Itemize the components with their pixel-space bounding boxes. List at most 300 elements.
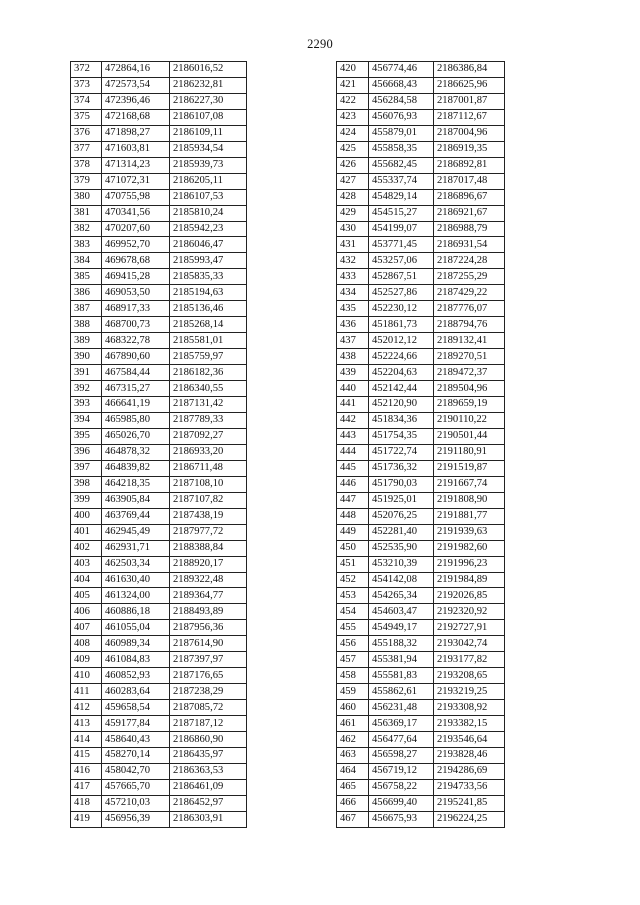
y-coordinate-cell: 2192320,92: [434, 604, 505, 620]
x-coordinate-cell: 469678,68: [102, 253, 170, 269]
y-coordinate-cell: 2191881,77: [434, 508, 505, 524]
table-row: [337, 811, 505, 827]
x-coordinate-cell: 460886,18: [102, 604, 170, 620]
point-number-cell: 373: [71, 77, 102, 93]
point-number-cell: 439: [337, 365, 369, 381]
table-row: [337, 141, 505, 157]
table-row: [337, 221, 505, 237]
point-number-cell: 400: [71, 508, 102, 524]
x-coordinate-cell: 454265,34: [369, 588, 434, 604]
y-coordinate-cell: 2187776,07: [434, 301, 505, 317]
point-number-cell: 408: [71, 636, 102, 652]
x-coordinate-cell: 456675,93: [369, 811, 434, 827]
y-coordinate-cell: 2185934,54: [170, 141, 247, 157]
y-coordinate-cell: 2186303,91: [170, 811, 247, 827]
y-coordinate-cell: 2186921,67: [434, 205, 505, 221]
point-number-cell: 402: [71, 540, 102, 556]
coordinates-table-right-body: [337, 62, 505, 828]
point-number-cell: 393: [71, 397, 102, 413]
table-row: [337, 732, 505, 748]
y-coordinate-cell: 2193042,74: [434, 636, 505, 652]
point-number-cell: 459: [337, 684, 369, 700]
point-number-cell: 423: [337, 109, 369, 125]
point-number-cell: 417: [71, 779, 102, 795]
x-coordinate-cell: 456598,27: [369, 747, 434, 763]
table-row: [71, 125, 247, 141]
point-number-cell: 461: [337, 716, 369, 732]
point-number-cell: 429: [337, 205, 369, 221]
x-coordinate-cell: 456231,48: [369, 700, 434, 716]
x-coordinate-cell: 472168,68: [102, 109, 170, 125]
table-row: [71, 428, 247, 444]
x-coordinate-cell: 457210,03: [102, 795, 170, 811]
point-number-cell: 415: [71, 747, 102, 763]
y-coordinate-cell: 2186340,55: [170, 381, 247, 397]
x-coordinate-cell: 451754,35: [369, 428, 434, 444]
y-coordinate-cell: 2187187,12: [170, 716, 247, 732]
x-coordinate-cell: 452535,90: [369, 540, 434, 556]
table-row: [337, 492, 505, 508]
x-coordinate-cell: 471314,23: [102, 157, 170, 173]
point-number-cell: 378: [71, 157, 102, 173]
point-number-cell: 385: [71, 269, 102, 285]
table-row: [337, 508, 505, 524]
x-coordinate-cell: 455381,94: [369, 652, 434, 668]
y-coordinate-cell: 2186386,84: [434, 62, 505, 78]
y-coordinate-cell: 2186107,53: [170, 189, 247, 205]
y-coordinate-cell: 2185993,47: [170, 253, 247, 269]
y-coordinate-cell: 2186227,30: [170, 93, 247, 109]
x-coordinate-cell: 455337,74: [369, 173, 434, 189]
y-coordinate-cell: 2187017,48: [434, 173, 505, 189]
y-coordinate-cell: 2191519,87: [434, 460, 505, 476]
point-number-cell: 453: [337, 588, 369, 604]
table-row: [71, 604, 247, 620]
point-number-cell: 377: [71, 141, 102, 157]
y-coordinate-cell: 2192727,91: [434, 620, 505, 636]
point-number-cell: 390: [71, 349, 102, 365]
table-row: [71, 221, 247, 237]
point-number-cell: 391: [71, 365, 102, 381]
y-coordinate-cell: 2191982,60: [434, 540, 505, 556]
y-coordinate-cell: 2187224,28: [434, 253, 505, 269]
x-coordinate-cell: 454199,07: [369, 221, 434, 237]
table-row: [337, 285, 505, 301]
point-number-cell: 406: [71, 604, 102, 620]
point-number-cell: 441: [337, 397, 369, 413]
y-coordinate-cell: 2193382,15: [434, 716, 505, 732]
table-row: [71, 460, 247, 476]
y-coordinate-cell: 2193177,82: [434, 652, 505, 668]
point-number-cell: 456: [337, 636, 369, 652]
table-row: [337, 365, 505, 381]
table-row: [337, 524, 505, 540]
table-row: [337, 125, 505, 141]
y-coordinate-cell: 2186860,90: [170, 732, 247, 748]
x-coordinate-cell: 456284,58: [369, 93, 434, 109]
x-coordinate-cell: 452076,25: [369, 508, 434, 524]
y-coordinate-cell: 2189132,41: [434, 333, 505, 349]
table-row: [337, 716, 505, 732]
table-row: [71, 173, 247, 189]
point-number-cell: 380: [71, 189, 102, 205]
point-number-cell: 443: [337, 428, 369, 444]
table-row: [337, 779, 505, 795]
x-coordinate-cell: 472573,54: [102, 77, 170, 93]
y-coordinate-cell: 2192026,85: [434, 588, 505, 604]
y-coordinate-cell: 2195241,85: [434, 795, 505, 811]
x-coordinate-cell: 472864,16: [102, 62, 170, 78]
point-number-cell: 410: [71, 668, 102, 684]
x-coordinate-cell: 454515,27: [369, 205, 434, 221]
point-number-cell: 435: [337, 301, 369, 317]
x-coordinate-cell: 461324,00: [102, 588, 170, 604]
point-number-cell: 427: [337, 173, 369, 189]
y-coordinate-cell: 2191808,90: [434, 492, 505, 508]
point-number-cell: 376: [71, 125, 102, 141]
y-coordinate-cell: 2187956,36: [170, 620, 247, 636]
x-coordinate-cell: 459658,54: [102, 700, 170, 716]
x-coordinate-cell: 453210,39: [369, 556, 434, 572]
coordinates-table-left-body: [71, 62, 247, 828]
table-row: [71, 763, 247, 779]
point-number-cell: 418: [71, 795, 102, 811]
point-number-cell: 395: [71, 428, 102, 444]
y-coordinate-cell: 2187977,72: [170, 524, 247, 540]
point-number-cell: 449: [337, 524, 369, 540]
table-row: [71, 620, 247, 636]
point-number-cell: 372: [71, 62, 102, 78]
coordinates-table-left: [70, 61, 247, 828]
y-coordinate-cell: 2187107,82: [170, 492, 247, 508]
table-row: [71, 189, 247, 205]
y-coordinate-cell: 2187429,22: [434, 285, 505, 301]
x-coordinate-cell: 456758,22: [369, 779, 434, 795]
point-number-cell: 392: [71, 381, 102, 397]
x-coordinate-cell: 462503,34: [102, 556, 170, 572]
x-coordinate-cell: 472396,46: [102, 93, 170, 109]
table-row: [71, 93, 247, 109]
table-row: [337, 62, 505, 78]
table-row: [337, 157, 505, 173]
point-number-cell: 464: [337, 763, 369, 779]
y-coordinate-cell: 2187131,42: [170, 397, 247, 413]
point-number-cell: 437: [337, 333, 369, 349]
y-coordinate-cell: 2186435,97: [170, 747, 247, 763]
y-coordinate-cell: 2186625,96: [434, 77, 505, 93]
x-coordinate-cell: 455879,01: [369, 125, 434, 141]
x-coordinate-cell: 452527,86: [369, 285, 434, 301]
table-row: [337, 763, 505, 779]
table-row: [337, 636, 505, 652]
point-number-cell: 455: [337, 620, 369, 636]
table-row: [337, 317, 505, 333]
y-coordinate-cell: 2187238,29: [170, 684, 247, 700]
table-row: [71, 285, 247, 301]
table-row: [71, 412, 247, 428]
point-number-cell: 375: [71, 109, 102, 125]
y-coordinate-cell: 2185835,33: [170, 269, 247, 285]
table-row: [71, 444, 247, 460]
table-row: [71, 141, 247, 157]
point-number-cell: 421: [337, 77, 369, 93]
table-row: [71, 795, 247, 811]
table-row: [71, 684, 247, 700]
x-coordinate-cell: 468322,78: [102, 333, 170, 349]
table-row: [71, 476, 247, 492]
point-number-cell: 457: [337, 652, 369, 668]
table-row: [71, 157, 247, 173]
point-number-cell: 467: [337, 811, 369, 827]
page-number: 2290: [307, 37, 333, 51]
y-coordinate-cell: 2186232,81: [170, 77, 247, 93]
point-number-cell: 399: [71, 492, 102, 508]
table-row: [337, 77, 505, 93]
table-row: [71, 381, 247, 397]
y-coordinate-cell: 2189504,96: [434, 381, 505, 397]
table-row: [337, 173, 505, 189]
x-coordinate-cell: 470755,98: [102, 189, 170, 205]
y-coordinate-cell: 2186182,36: [170, 365, 247, 381]
point-number-cell: 432: [337, 253, 369, 269]
point-number-cell: 388: [71, 317, 102, 333]
x-coordinate-cell: 451736,32: [369, 460, 434, 476]
y-coordinate-cell: 2185810,24: [170, 205, 247, 221]
y-coordinate-cell: 2186107,08: [170, 109, 247, 125]
table-row: [337, 93, 505, 109]
table-row: [337, 205, 505, 221]
point-number-cell: 413: [71, 716, 102, 732]
x-coordinate-cell: 469053,50: [102, 285, 170, 301]
point-number-cell: 430: [337, 221, 369, 237]
point-number-cell: 384: [71, 253, 102, 269]
y-coordinate-cell: 2186046,47: [170, 237, 247, 253]
point-number-cell: 428: [337, 189, 369, 205]
x-coordinate-cell: 461084,83: [102, 652, 170, 668]
table-row: [71, 540, 247, 556]
table-row: [71, 732, 247, 748]
y-coordinate-cell: 2187108,10: [170, 476, 247, 492]
point-number-cell: 404: [71, 572, 102, 588]
table-row: [71, 205, 247, 221]
y-coordinate-cell: 2186892,81: [434, 157, 505, 173]
point-number-cell: 424: [337, 125, 369, 141]
table-row: [337, 540, 505, 556]
point-number-cell: 382: [71, 221, 102, 237]
x-coordinate-cell: 469415,28: [102, 269, 170, 285]
table-row: [71, 349, 247, 365]
y-coordinate-cell: 2191667,74: [434, 476, 505, 492]
point-number-cell: 407: [71, 620, 102, 636]
y-coordinate-cell: 2189659,19: [434, 397, 505, 413]
table-row: [337, 109, 505, 125]
x-coordinate-cell: 456956,39: [102, 811, 170, 827]
point-number-cell: 422: [337, 93, 369, 109]
x-coordinate-cell: 461630,40: [102, 572, 170, 588]
table-row: [71, 716, 247, 732]
y-coordinate-cell: 2188794,76: [434, 317, 505, 333]
y-coordinate-cell: 2186205,11: [170, 173, 247, 189]
x-coordinate-cell: 467315,27: [102, 381, 170, 397]
y-coordinate-cell: 2187092,27: [170, 428, 247, 444]
point-number-cell: 465: [337, 779, 369, 795]
table-row: [337, 253, 505, 269]
table-row: [337, 700, 505, 716]
x-coordinate-cell: 471603,81: [102, 141, 170, 157]
point-number-cell: 409: [71, 652, 102, 668]
table-row: [337, 412, 505, 428]
y-coordinate-cell: 2185942,23: [170, 221, 247, 237]
table-row: [71, 524, 247, 540]
x-coordinate-cell: 464878,32: [102, 444, 170, 460]
x-coordinate-cell: 458270,14: [102, 747, 170, 763]
point-number-cell: 452: [337, 572, 369, 588]
y-coordinate-cell: 2187789,33: [170, 412, 247, 428]
table-row: [71, 62, 247, 78]
x-coordinate-cell: 453257,06: [369, 253, 434, 269]
y-coordinate-cell: 2187255,29: [434, 269, 505, 285]
table-row: [337, 620, 505, 636]
point-number-cell: 396: [71, 444, 102, 460]
table-row: [71, 301, 247, 317]
y-coordinate-cell: 2186109,11: [170, 125, 247, 141]
x-coordinate-cell: 459177,84: [102, 716, 170, 732]
table-row: [337, 269, 505, 285]
y-coordinate-cell: 2190501,44: [434, 428, 505, 444]
table-row: [337, 556, 505, 572]
point-number-cell: 447: [337, 492, 369, 508]
y-coordinate-cell: 2193828,46: [434, 747, 505, 763]
y-coordinate-cell: 2186933,20: [170, 444, 247, 460]
table-row: [71, 779, 247, 795]
point-number-cell: 431: [337, 237, 369, 253]
x-coordinate-cell: 455682,45: [369, 157, 434, 173]
x-coordinate-cell: 452230,12: [369, 301, 434, 317]
x-coordinate-cell: 465026,70: [102, 428, 170, 444]
coordinates-table-right: [336, 61, 505, 828]
point-number-cell: 433: [337, 269, 369, 285]
x-coordinate-cell: 454603,47: [369, 604, 434, 620]
point-number-cell: 419: [71, 811, 102, 827]
table-row: [337, 301, 505, 317]
x-coordinate-cell: 454829,14: [369, 189, 434, 205]
y-coordinate-cell: 2191984,89: [434, 572, 505, 588]
point-number-cell: 405: [71, 588, 102, 604]
y-coordinate-cell: 2193546,64: [434, 732, 505, 748]
x-coordinate-cell: 456668,43: [369, 77, 434, 93]
y-coordinate-cell: 2186461,09: [170, 779, 247, 795]
point-number-cell: 446: [337, 476, 369, 492]
x-coordinate-cell: 455188,32: [369, 636, 434, 652]
x-coordinate-cell: 451925,01: [369, 492, 434, 508]
x-coordinate-cell: 458042,70: [102, 763, 170, 779]
x-coordinate-cell: 470207,60: [102, 221, 170, 237]
point-number-cell: 425: [337, 141, 369, 157]
point-number-cell: 401: [71, 524, 102, 540]
y-coordinate-cell: 2187614,90: [170, 636, 247, 652]
point-number-cell: 448: [337, 508, 369, 524]
table-row: [337, 476, 505, 492]
y-coordinate-cell: 2187438,19: [170, 508, 247, 524]
x-coordinate-cell: 457665,70: [102, 779, 170, 795]
point-number-cell: 379: [71, 173, 102, 189]
x-coordinate-cell: 454142,08: [369, 572, 434, 588]
table-row: [71, 317, 247, 333]
x-coordinate-cell: 470341,56: [102, 205, 170, 221]
y-coordinate-cell: 2186016,52: [170, 62, 247, 78]
table-row: [337, 237, 505, 253]
table-row: [71, 668, 247, 684]
y-coordinate-cell: 2190110,22: [434, 412, 505, 428]
point-number-cell: 454: [337, 604, 369, 620]
x-coordinate-cell: 452012,12: [369, 333, 434, 349]
table-row: [337, 572, 505, 588]
point-number-cell: 416: [71, 763, 102, 779]
x-coordinate-cell: 456699,40: [369, 795, 434, 811]
table-row: [71, 572, 247, 588]
x-coordinate-cell: 462945,49: [102, 524, 170, 540]
x-coordinate-cell: 451790,03: [369, 476, 434, 492]
point-number-cell: 398: [71, 476, 102, 492]
y-coordinate-cell: 2186711,48: [170, 460, 247, 476]
point-number-cell: 445: [337, 460, 369, 476]
table-row: [71, 636, 247, 652]
table-row: [71, 269, 247, 285]
table-row: [337, 333, 505, 349]
x-coordinate-cell: 471898,27: [102, 125, 170, 141]
y-coordinate-cell: 2187001,87: [434, 93, 505, 109]
x-coordinate-cell: 451722,74: [369, 444, 434, 460]
table-row: [337, 684, 505, 700]
x-coordinate-cell: 454949,17: [369, 620, 434, 636]
x-coordinate-cell: 455858,35: [369, 141, 434, 157]
x-coordinate-cell: 452281,40: [369, 524, 434, 540]
y-coordinate-cell: 2188493,89: [170, 604, 247, 620]
y-coordinate-cell: 2189322,48: [170, 572, 247, 588]
table-row: [337, 588, 505, 604]
table-row: [71, 109, 247, 125]
y-coordinate-cell: 2185759,97: [170, 349, 247, 365]
x-coordinate-cell: 471072,31: [102, 173, 170, 189]
x-coordinate-cell: 465985,80: [102, 412, 170, 428]
y-coordinate-cell: 2187004,96: [434, 125, 505, 141]
y-coordinate-cell: 2194286,69: [434, 763, 505, 779]
x-coordinate-cell: 452120,90: [369, 397, 434, 413]
point-number-cell: 420: [337, 62, 369, 78]
x-coordinate-cell: 463769,44: [102, 508, 170, 524]
point-number-cell: 466: [337, 795, 369, 811]
x-coordinate-cell: 452224,66: [369, 349, 434, 365]
x-coordinate-cell: 456369,17: [369, 716, 434, 732]
table-row: [71, 747, 247, 763]
y-coordinate-cell: 2191180,91: [434, 444, 505, 460]
x-coordinate-cell: 464218,35: [102, 476, 170, 492]
x-coordinate-cell: 461055,04: [102, 620, 170, 636]
table-row: [337, 444, 505, 460]
x-coordinate-cell: 460852,93: [102, 668, 170, 684]
point-number-cell: 438: [337, 349, 369, 365]
x-coordinate-cell: 451861,73: [369, 317, 434, 333]
point-number-cell: 460: [337, 700, 369, 716]
point-number-cell: 426: [337, 157, 369, 173]
table-row: [71, 397, 247, 413]
x-coordinate-cell: 458640,43: [102, 732, 170, 748]
x-coordinate-cell: 464839,82: [102, 460, 170, 476]
x-coordinate-cell: 460283,64: [102, 684, 170, 700]
table-row: [71, 237, 247, 253]
y-coordinate-cell: 2185939,73: [170, 157, 247, 173]
y-coordinate-cell: 2193208,65: [434, 668, 505, 684]
